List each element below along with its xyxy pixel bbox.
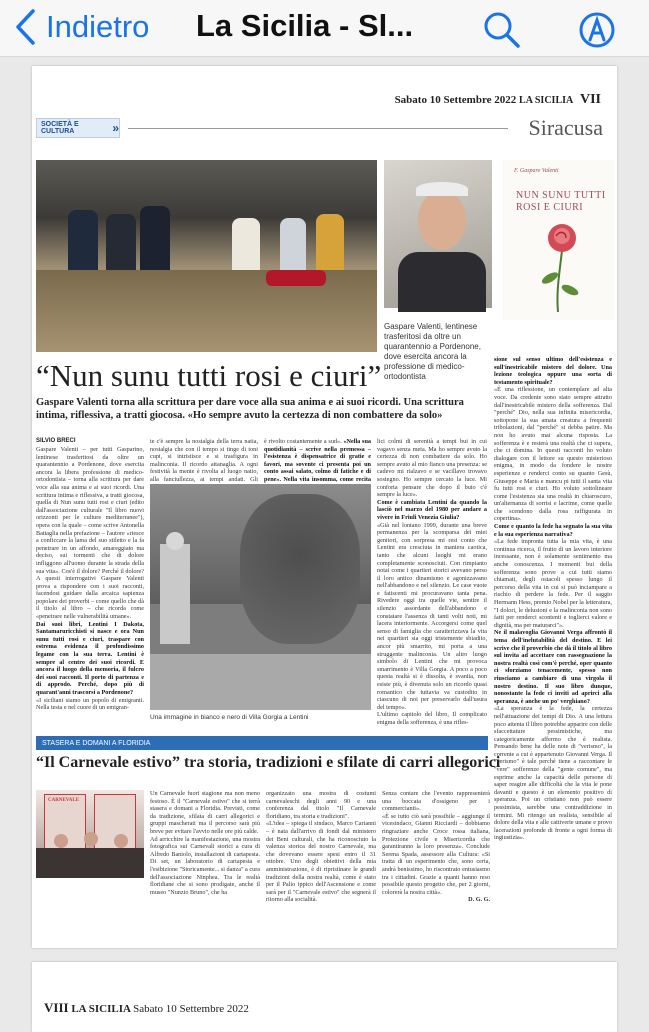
portrait-caption: Gaspare Valenti, lentinese trasferitosi da oltre un quarantennio a Pordenone, dove esercita ancora la professione di medico-ortodontista (384, 322, 481, 381)
carnival-photo: CARNEVALE (36, 790, 144, 878)
article-subhead: Gaspare Valenti torna alla scrittura per dare voce alla sua anima e ai suoi ricordi. Una scrittura intima, riflessiva, a tratti giocosa. «Ho sempre avuto la certezza di non combattere da solo» (36, 397, 464, 421)
search-button[interactable] (482, 10, 522, 50)
next-page-masthead: LA SICILIA (71, 1003, 131, 1015)
back-button[interactable] (14, 8, 149, 46)
cover-title: NUN SUNU TUTTI ROSI E CIURI (516, 190, 606, 213)
article2-signature: D. G. G. (468, 896, 490, 904)
annotate-button[interactable] (577, 10, 617, 50)
article2-column: Un Carnevale fuori stagione ma non meno festoso. È il "Carnevale estivo" che si terrà stasera e domani a Floridia. Previsti, come da tradizione, sfilata di carri allegorici e gruppi mascherati ma il percorso sarà più breve per evitare l'avvio nelle ore più calde. Ad arricchire la manifestazione, una mostra fotografica sui Carnevali storici a cura di Alfredo Baniolo, installazioni di cartapesta. Di set, un laboratorio di cartapesta e l'esibizione "Storicamente... si danza" a cura dell'associazione Ninphea. Tra le realtà floridiane che si sono prodigate, anche il museo "Nunzio Bruno", che ha (150, 790, 260, 896)
article-column: sione sul senso ultimo dell'esistenza e sull'inestricabile mistero del dolore. Una lezione teologica oppure una sorta di testamento spirituale? «È una riflessione, un contemplare ad alta voce. Da credente sono stato sempre attratto dall'inestricabile mistero della sofferenza. Dal "perché" Dio, nella sua infinita misericordia, sottopone la sua amata creatura a frequenti tribolazioni, dal "perché" si debba patire. Ma non ho avuto mai alcuna risposta. La sofferenza è e resterà una realtà che ci supera, che ci domina. In questi racconti ho voluto dialogare con il lettore su questo misterioso enigma, in modo da fondere le nostre esperienze e renderci conto su quanto Gesù, Giuseppe e Maria e mancu pi tutti il santa vita fu tutti rosi e ciuri. Ho voluto sottolineare come l'esistenza sia una realtà in chiaroscuro, un'alternanza di sorrisi e lacrime, come quelle che scendono dalla rosa raffigurata in copertina». Come e quanto la fede ha segnato la sua vita e la sua esperienza narrativa? «La fede impronta tutta la mia vita, è una continua ricerca, il frutto di un lavoro interiore incessante, non è solamente sentimento ma anche conoscenza. I momenti bui della sofferenza sono prove a cui tutti siamo chiamati, degli ostacoli spesso lungo il percorso della vita in cui si può inciampare a rischio di perdere la fede. Per il saggio Hermann Hess, premio Nobel per la letteratura, "I dolori, le delusioni e la malinconia non sono fatti per renderci scontenti e toglierci valore e dignità, ma per maturarci"». Ne il malavoglia Giovanni Verga affrontò il tema dell'inelutabilità del destino. E lei scrive che il proverbio che dà il titolo al libro sul invita ad accettare con rassegnazione la nostra realtà così com'è perché, oper quanto ci sforziamo tenacemente, spesso non riusciamo a cambiare di una virgola il nostro destino. Il suo libro dunque, nonostante la fede ci inviti ad aprirci alla speranza, è anche un po' verghiano? «La speranza è la fede, la certezza nell'attuazione dei tempi di Dio. A una lettura poco attenta il libro potrebbe apparire con delle sfaccettature pessimistiche, ma categoricamente affermo che è realista. Pensando bene ha delle note di "verismo", la corrente a cui è appartenuto Giovanni Verga. Il "verismo" è tale perché tiene a raccontare le "vere" sofferenze della "gente comune", ma esprime anche la capacità delle persone di saper reagire alle difficoltà che la vita le pone davanti e questo è un elemento positivo di speranza. Poi un cristiano non può essere pessimista, sarebbe una contraddizione in termini. Mi ritengo un realista, sensibile al dolore della vita e alle cattiverie umane e provo lacerazioni profonde di fronte a ogni forma di ingiustizia». (494, 356, 612, 842)
next-page-number: VIII (44, 1000, 69, 1015)
search-icon (482, 10, 522, 50)
page-header (395, 92, 601, 108)
conference-photo (36, 160, 377, 352)
section-divider (128, 128, 508, 129)
top-navigation-bar (0, 0, 649, 57)
article2-column: Senza contare che l'evento rappresenterà una boccata d'ossigeno per i commercianti». «È se tutto ciò sarà possibile – aggiunge il vicesindaco, Gianni Ricciardi – dobbiamo ringraziare anche Croce rossa italiana, Protezione civile e Misericordia che garantiranno la loro presenza». Conclude Serena Spada, assessore alla Cultura: «Si tratta di un esperimento che, sono certa, andrà benissimo, ho riscontrato entusiasmo tra i cittadini. Grazie a quanti hanno reso possibile questo progetto che, per 2 giorni, colorerà la nostra città». D. G. G. (382, 790, 490, 904)
villa-photo-caption: Una immagine in bianco e nero di Villa Gorgia a Lentini (150, 714, 309, 721)
back-button-label: Indietro (46, 9, 150, 44)
page-number: VII (579, 92, 601, 107)
rose-icon (532, 220, 592, 315)
newspaper-page[interactable] (32, 66, 617, 948)
page-title: La Sicilia - Sl... (196, 8, 414, 43)
section-tag (36, 118, 120, 138)
author-portrait (384, 160, 492, 308)
byline: SILVIO BRECI (36, 438, 76, 444)
double-chevron-right-icon: » (112, 121, 119, 135)
article2-headline: “Il Carnevale estivo” tra storia, tradizioni e sfilate di carri allegorici (36, 754, 501, 771)
next-newspaper-page[interactable] (32, 962, 617, 1032)
book-cover (502, 160, 614, 320)
page-date: Sabato 10 Settembre 2022 (394, 94, 517, 106)
article2-column: organizzato una mostra di costumi carnevaleschi degli anni 90 e una conferenza dal titolo "Il Carnevale floridiano, tra storia e tradizioni". «L'idea – spiega il sindaco, Marco Carianni – è nata dall'arrivo di fondi dal ministero dei Beni culturali, che ha riconosciuto la valenza storica del nostro Carnevale, ma che dovevano essere spesi entro il 31 ottobre. Uno degli obiettivi della mia amministrazione, è di ripristinare le grandi tradizioni della nostra realtà, come è stato per il Palio ippico dell'Ascensione e come sarà per il "Carnevale estivo" che segnerà il ritorno alla socialità. (266, 790, 376, 904)
article-column: lici colmi di serenità a tempi bui in cui vagavo senza meta. Ma ho sempre avuto la certezza di non combattere da solo. Ho sempre avuto al mio fianco una presenza: se cadevo mi rialzavo e se vacillavo trovavo sostegno. Ho sempre cercato la luce. Mi conforta pensare che dopo il buio c'è sempre la luce». Come è cambiata Lentini da quando la lasciò nel marzo del 1980 per andare a vivere in Friuli Venezia Giulia? «Già nel lontano 1999, durante una breve permanenza per la scomparsa dei miei genitori, con sorpresa mi resi conto che Lentini era cresciuta in maniera caotica, tanto che alcuni luoghi mi erano completamente sconosciuti. Con rimpianto notai come i quartieri storici avevano perso il loro antico dinamismo e agonizzavano nell'abbandono e nel silenzio. Le case vuote e fatiscenti mi procuravano tanta pena. Rivedere oggi tra quelle vie, sentire il silenzio assordante dell'abbandono e constatare l'assenza di tanti volti noti, mi lacera interiormente. Accorgersi come quel senso di famiglia che caratterizzava la vita nei quartieri sia oggi tristemente sbiadito, ancor più smarrito, mi porta a una struggente malinconia. Un altro luogo simbolo di Lentini che mi provoca smarrimento è Villa Gorgia. A poco a poco questa realtà si è dissolta, è svanita, non esiste più, è divenuta solo un ricordo quasi romantico che tuttavia va custodito in ciascuno di noi per preservarlo dall'usura del tempo». L'ultimo capitolo del libro, Il complicato enigma della sofferenza, è una rifles- (377, 438, 487, 726)
chevron-left-icon (14, 8, 36, 46)
masthead: LA SICILIA (519, 95, 574, 106)
article-column: te c'è sempre la nostalgia della terra natia, nostalgia che con il tempo si tinge di toni cupi, si intristisce e si trasfigura in malinconia. Il ricordo attanaglia. A ogni festività la mente è rivolta al luogo natio, alla fanciullezza, ai tempi andati. Gli (150, 438, 258, 483)
compass-a-icon (577, 10, 617, 50)
section-band: STASERA E DOMANI A FLORIDIA (36, 736, 488, 750)
article-column: è rivolto costantemente a sud». «Nella sua quotidianità – scrive nella premessa – l'esistenza è dispensatrice di gratie e favori, ma sovente ci presenta poi un conto assai salato, colmo di fatiche e di pene». Nella vita insomma, come recita (264, 438, 371, 483)
villa-gorgia-photo (150, 484, 371, 710)
cover-author: F. Gaspare Valenti (514, 168, 559, 174)
section-label: SOCIETÀ E CULTURA (41, 121, 79, 135)
article-headline: “Nun sunu tutti rosi e ciuri” (36, 358, 382, 393)
city-heading: Siracusa (528, 115, 603, 140)
next-page-header (44, 1000, 249, 1016)
article-column: Gaspare Valenti – per tutti Gasparino, lentinese trasferitosi da oltre un quarantennio a Pordenone, dove esercita ancora la libera professione di medico-ortodontista – torna alla scrittura per dare voce alla sua anima e ai suoi ricordi. Una scrittura intima e riflessiva, a tratti giocosa, quella di Nun sunu tutti rosi e ciuri (edito dall'associazione culturale "Il libro nuovi orizzonti per le culture mediterranee"), opera con la quale – come scrive Antonella Battaglia nella prefazione – l'autore «riesce a conficcare la lama del suo stiletto e la fa penetrare in un affondo, amareggiato ma deciso, sui tormenti che di dolore infliggono all'uomo durante la strada della sua vita». Cos'è il dolore? Perché il dolore? A questi interrogativi Gaspare Valenti prova a rispondere con i suoi racconti, facendosi guidare dalla arcaica sapienza popolare dei proverbi – come quello che dà il titolo al libro – che ricorda come «penetrare nelle vulnerabilità umane». Dai suoi libri, Lentini I Dakota, Santamaruricchisti si nasce e ora Nun sunu tutti rosi e ciuri, traspare con estrema evidenza il profondissimo legame con la sua terra. Lentini è sempre al centro dei suoi ricordi. E ancora il luogo della memoria, il fulcro dei suoi racconti. Il porto di partenza e di approdo. Perché, dopo più di quarant'anni trascorsi a Pordenone? «I siciliani siamo un popolo di emigranti. Nella testa e nel cuore di un emigran- (36, 446, 144, 712)
next-page-date: Sabato 10 Settembre 2022 (133, 1003, 249, 1015)
